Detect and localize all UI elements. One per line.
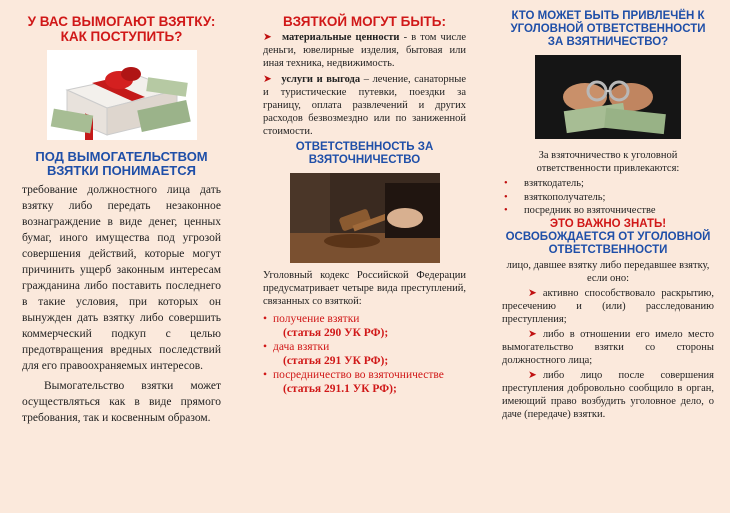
arrow-icon: ➤ xyxy=(528,287,537,299)
handcuffs-money-image xyxy=(535,55,681,139)
arrow-icon: ➤ xyxy=(528,369,537,381)
subtitle-responsibility: ОТВЕТСТВЕННОСТЬ ЗА ВЗЯТОЧНИЧЕСТВО xyxy=(295,141,434,166)
released-intro: лицо, давшее взятку либо передавшее взятку, если оно: xyxy=(506,259,710,284)
gavel-image xyxy=(290,173,440,263)
crime-name: посредничество во взяточничестве xyxy=(273,369,444,381)
bribe-item-material xyxy=(263,31,466,70)
important-note: ЭТО ВАЖНО ЗНАТЬ! xyxy=(549,217,667,230)
crime-name: получение взятки xyxy=(273,313,360,325)
liability-intro: За взяточничество к уголовной ответственности привлекаются: xyxy=(536,150,680,174)
condition-2 xyxy=(502,328,714,367)
crime-list xyxy=(263,312,466,396)
crime-article: (статья 291.1 УК РФ); xyxy=(283,383,397,395)
item1-label: материальные ценности xyxy=(281,32,400,43)
item2-text: – лечение, санаторные и туристические путевки, поездки за границу, оплата развлечений и других расходов безвозмездно или по заниженной стоимости. xyxy=(263,74,467,137)
condition-3 xyxy=(502,369,714,421)
condition-text: активно способствовало раскрытию, пресечению и (или) расследованию преступления; xyxy=(502,287,714,325)
condition-text: либо в отношении его имело место вымогательство взятки со стороны должностного лица; xyxy=(502,328,714,366)
released-heading: ОСВОБОЖДАЕТСЯ ОТ УГОЛОВНОЙ ОТВЕТСТВЕННОСТИ xyxy=(505,230,711,256)
column-extortion xyxy=(0,0,243,513)
crime-name: дача взятки xyxy=(273,341,330,353)
crime-item xyxy=(263,312,466,340)
condition-text: либо лицо после совершения преступления добровольно сообщило в орган, имеющий право возбудить уголовное дело, о даче (передаче) взятки. xyxy=(502,369,714,420)
subtitle-extortion: ПОД ВЫМОГАТЕЛЬСТВОМ ВЗЯТКИ ПОНИМАЕТСЯ xyxy=(35,149,208,178)
arrow-icon: ➤ xyxy=(528,328,537,340)
extortion-definition: требование должностного лица дать взятку либо передать незаконное вознаграждение в виде денег, ценных бумаг, иного имущества под угрозой совершения действий, которые могут причинить ущерб законным интересам гражданина либо поставить последнего в такие условия, при которых он вынужден дать взятку либо совершить коммерческий подкуп с целью предотвращения вредных последствий для его правоохраняемых интересов. xyxy=(22,184,221,372)
extortion-forms: Вымогательство взятки может осуществляться как в виде прямого требования, так и косвенным образом. xyxy=(22,380,221,424)
column-bribe-types xyxy=(243,0,486,513)
crime-article: (статья 291 УК РФ); xyxy=(283,355,389,367)
arrow-icon: ➤ xyxy=(263,32,272,43)
column-liability xyxy=(486,0,730,513)
crime-item xyxy=(263,340,466,368)
item2-label: услуги и выгода xyxy=(281,74,361,85)
liable-person: • посредник во взяточничестве xyxy=(514,204,714,218)
crime-item xyxy=(263,368,466,396)
crime-article: (статья 290 УК РФ); xyxy=(283,327,389,339)
item1-text: - в том числе деньги, ювелирные изделия, бытовая или иная техника, недвижимость. xyxy=(263,32,467,69)
arrow-icon: ➤ xyxy=(263,74,272,85)
condition-1 xyxy=(502,287,714,326)
criminal-code-intro: Уголовный кодекс Российской Федерации предусматривает четыре вида преступлений, связанных со взяткой: xyxy=(263,270,466,307)
title-extortion: У ВАС ВЫМОГАЮТ ВЗЯТКУ: КАК ПОСТУПИТЬ? xyxy=(27,14,216,44)
liable-persons-list xyxy=(502,177,714,218)
title-liability: КТО МОЖЕТ БЫТЬ ПРИВЛЕЧЁН К УГОЛОВНОЙ ОТВЕТСТВЕННОСТИ ЗА ВЗЯТНИЧЕСТВО? xyxy=(510,10,706,48)
liable-person: • взяткодатель; xyxy=(514,177,714,191)
title-bribe-types: ВЗЯТКОЙ МОГУТ БЫТЬ: xyxy=(283,14,446,29)
gift-money-image xyxy=(47,50,197,140)
bribe-item-services xyxy=(263,73,466,138)
liable-person: • взяткополучатель; xyxy=(514,191,714,205)
